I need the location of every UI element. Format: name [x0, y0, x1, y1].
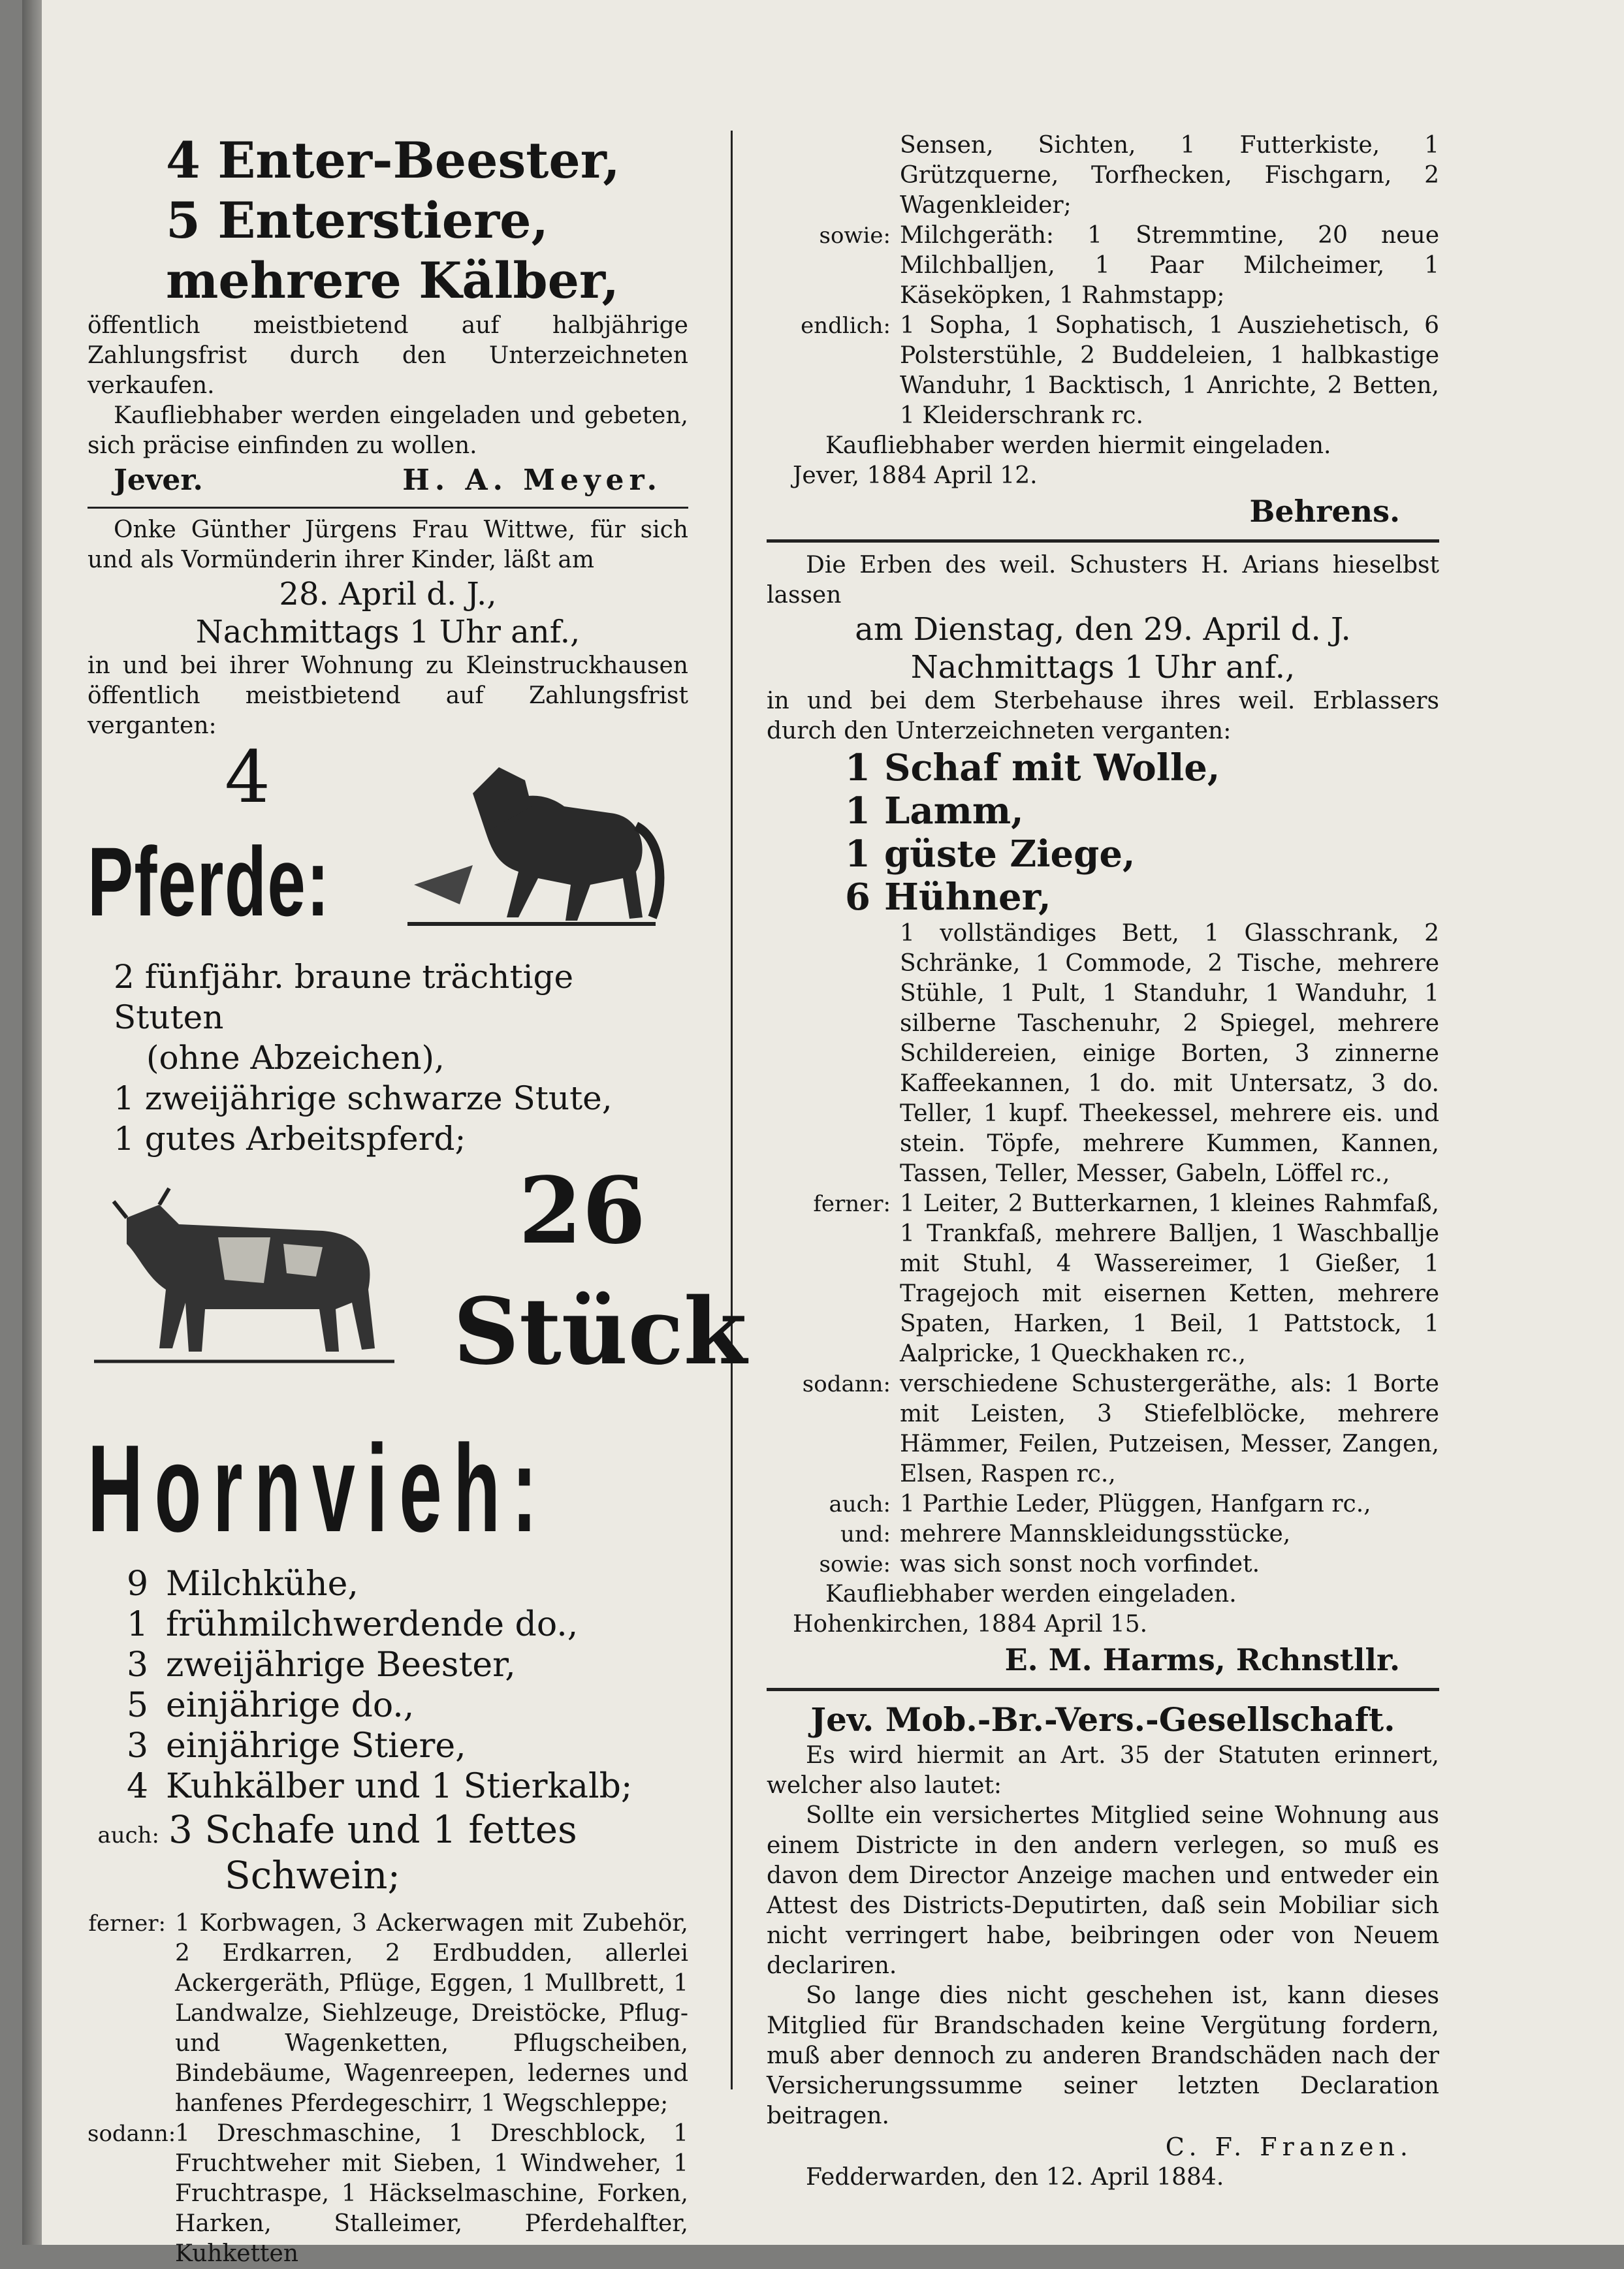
- ad1-date: Jever, 1884 April 12.: [793, 462, 1038, 489]
- right-column: [767, 131, 1439, 2193]
- cattle-item-text: einjährige do.,: [166, 1686, 415, 1725]
- cattle-item: [127, 1685, 688, 1726]
- animal-text: Schaf mit Wolle,: [884, 746, 1220, 789]
- cattle-item-count: 3: [127, 1726, 149, 1766]
- horses-title: Pferde:: [88, 827, 330, 936]
- cattle-block: [88, 1158, 747, 1420]
- horse-item: 1 zweijährige schwarze Stute,: [114, 1079, 613, 1117]
- animal-count: 1: [845, 833, 870, 876]
- animal-count: 1: [845, 789, 870, 833]
- animal-text: Hühner,: [884, 876, 1051, 919]
- left-column: [88, 131, 747, 2269]
- sowie2-text: was sich sonst noch vorfindet.: [900, 1551, 1260, 1578]
- ad1-invite: Kaufliebhaber werden hiermit eingeladen.: [825, 432, 1331, 459]
- ad1-sign-place: Jever.: [114, 464, 203, 497]
- cattle-item-text: einjährige Stiere,: [166, 1726, 466, 1766]
- ad3-paragraph-1: Es wird hiermit an Art. 35 der Statuten erinnert, welcher also lautet:: [767, 1742, 1439, 1799]
- ferner-entry: [88, 1909, 688, 2119]
- page-gutter: [22, 0, 42, 2245]
- cattle-count: 26: [518, 1158, 646, 1265]
- ad3-paragraph-2: Sollte ein versichertes Mitglied seine Wohnung aus einem Districte in den andern verlegen, so muß es davon dem Director Anzeige machen und entweder ein Attest des Districts-Deputirten, daß sein Mobiliar sich nicht verringert habe, beibringen oder von Neuem declariren.: [767, 1802, 1439, 1979]
- ad1-intro: öffentlich meistbietend auf halbjährige Zahlungsfrist durch den Unterzeichneten verkaufen.: [88, 312, 688, 399]
- sowie2-entry: [767, 1549, 1439, 1579]
- household-entry: [767, 919, 1439, 1189]
- sodann-entry: [767, 1369, 1439, 1489]
- ferner-label: ferner:: [813, 1191, 891, 1217]
- cattle-item: [127, 1604, 688, 1645]
- animal-item: [845, 876, 1439, 919]
- ad1-invite: Kaufliebhaber werden eingeladen und gebeten, sich präcise einfinden zu wollen.: [88, 402, 688, 459]
- ad2-date: am Dienstag, den 29. April d. J.: [855, 611, 1351, 648]
- empty-label: [767, 919, 900, 1189]
- ad2-date: 28. April d. J.,: [279, 576, 497, 612]
- cattle-item: [127, 1766, 688, 1807]
- endlich-entry: [767, 311, 1439, 431]
- divider: [767, 539, 1439, 543]
- household-text: 1 vollständiges Bett, 1 Glasschrank, 2 Schränke, 1 Commode, 2 Tische, mehrere Stühle, 1 Pult, 1 Standuhr, 1 Wanduhr, 1 silberne Taschenuhr, 2 Spiegel, mehrere Schildereien, einige Borten, 3 zinnerne Kaffeekannen, 1 do. mit Untersatz, 3 do. Teller, 1 kupf. Theekessel, mehrere eis. und stein. Töpfe, mehrere Kummen, Kannen, Tassen, Teller, Messer, Gabeln, Löffel rc.,: [900, 920, 1439, 1187]
- ferner-text: 1 Leiter, 2 Butterkarnen, 1 kleines Rahmfaß, 1 Trankfaß, mehrere Balljen, 1 Waschballje mit Stuhl, 4 Wassereimer, 1 Gießer, 1 Tragejoch mit eisernen Ketten, mehrere Spaten, Harken, 1 Beil, 1 Pattstock, 1 Aalpricke, 1 Queckhaken rc.,: [900, 1190, 1439, 1367]
- cattle-item-text: Kuhkälber und 1 Stierkalb;: [166, 1767, 633, 1806]
- ad2-intro: Die Erben des weil. Schusters H. Arians hieselbst lassen: [767, 552, 1439, 609]
- sodann-text: verschiedene Schustergeräthe, als: 1 Borte mit Leisten, 3 Stiefelblöcke, mehrere Hämmer, Feilen, Putzeisen, Messer, Zangen, Elsen, Raspen rc.,: [900, 1371, 1439, 1487]
- ad2-text: in und bei ihrer Wohnung zu Kleinstruckhausen öffentlich meistbietend auf Zahlungsfrist verganten:: [88, 652, 688, 739]
- animal-item: [845, 789, 1439, 833]
- continued-entry: [767, 131, 1439, 221]
- ad1-sign-name: H. A. Meyer.: [402, 464, 662, 497]
- ad1-signature: Behrens.: [1249, 494, 1400, 529]
- und-entry: [767, 1519, 1439, 1549]
- column-divider: [731, 131, 733, 2089]
- cattle-item: [127, 1645, 688, 1685]
- ad2-place-date: Hohenkirchen, 1884 April 15.: [793, 1611, 1148, 1638]
- sheep-pig-line: [88, 1807, 688, 1852]
- animal-count: 1: [845, 746, 870, 789]
- horse-item: 2 fünfjähr. braune trächtige Stuten: [114, 958, 574, 1036]
- sodann-text: 1 Dreschmaschine, 1 Dreschblock, 1 Fruchtweher mit Sieben, 1 Windweher, 1 Fruchtraspe, 1 Häckselmaschine, Forken, Harken, Stalleimer, Pferdehalfter, Kuhketten: [175, 2120, 688, 2267]
- sodann-label: sodann:: [802, 1371, 891, 1397]
- auch-text: 1 Parthie Leder, Plüggen, Hanfgarn rc.,: [900, 1491, 1371, 1517]
- pig-text: Schwein;: [225, 1853, 400, 1897]
- sheep-pig-text: 3 Schafe und 1 fettes: [168, 1807, 577, 1852]
- cattle-list: [88, 1564, 688, 1807]
- horse-item: (ohne Abzeichen),: [146, 1039, 445, 1077]
- und-label: und:: [840, 1521, 891, 1547]
- cattle-item-text: Milchkühe,: [166, 1564, 358, 1604]
- cattle-item-text: frühmilchwerdende do.,: [166, 1605, 579, 1644]
- ad2-invite: Kaufliebhaber werden eingeladen.: [825, 1581, 1237, 1608]
- sowie-text: Milchgeräth: 1 Stremmtine, 20 neue Milchballjen, 1 Paar Milcheimer, 1 Käseköpken, 1 Rahmstapp;: [900, 222, 1439, 309]
- cattle-item: [127, 1564, 688, 1604]
- endlich-text: 1 Sopha, 1 Sophatisch, 1 Ausziehetisch, 6 Polsterstühle, 2 Buddeleien, 1 halbkastige Wanduhr, 1 Backtisch, 1 Anrichte, 2 Betten, 1 Kleiderschrank rc.: [900, 312, 1439, 429]
- auch-label: auch:: [829, 1491, 891, 1517]
- heading-line-3: mehrere Kälber,: [166, 251, 619, 309]
- cattle-item-count: 3: [127, 1645, 149, 1685]
- animal-text: güste Ziege,: [884, 833, 1136, 876]
- animal-text: Lamm,: [884, 789, 1024, 833]
- heading-line-2: 5 Enterstiere,: [166, 191, 549, 249]
- ad2-time: Nachmittags 1 Uhr anf.,: [910, 649, 1296, 686]
- horse-illustration: [394, 754, 669, 950]
- heading-line-1: 4 Enter-Beester,: [166, 131, 620, 189]
- auction-heading: [88, 131, 688, 311]
- horse-item: 1 gutes Arbeitspferd;: [114, 1120, 466, 1158]
- ferner-text: 1 Korbwagen, 3 Ackerwagen mit Zubehör, 2 Erdkarren, 2 Erdbudden, allerlei Ackergeräth, Pflüge, Eggen, 1 Mullbrett, 1 Landwalze, Siehlzeuge, Dreistöcke, Pflug- und Wagenketten, Pflugscheiben, Bindebäume, Wagenreepen, ledernes und hanfenes Pferdegeschirr, 1 Wegschleppe;: [175, 1910, 688, 2117]
- animals-list: [767, 746, 1439, 919]
- animal-item: [845, 746, 1439, 789]
- cattle-item-count: 4: [127, 1767, 149, 1806]
- newspaper-page: [22, 0, 1624, 2267]
- cattle-item-count: 1: [127, 1605, 149, 1644]
- sowie2-label: sowie:: [819, 1551, 891, 1578]
- ad2-time: Nachmittags 1 Uhr anf.,: [195, 614, 581, 650]
- divider: [767, 1688, 1439, 1691]
- sowie-entry: [767, 221, 1439, 311]
- continued-text: Sensen, Sichten, 1 Futterkiste, 1 Grützquerne, Torfhecken, Fischgarn, 2 Wagenkleider;: [900, 132, 1439, 219]
- ad2-text: in und bei dem Sterbehause ihres weil. Erblassers durch den Unterzeichneten verganten:: [767, 688, 1439, 744]
- cattle-item-count: 5: [127, 1686, 149, 1725]
- endlich-label: endlich:: [801, 313, 891, 339]
- ad3-signature: C. F. Franzen.: [1165, 2133, 1413, 2161]
- cattle-title: Hornvieh:: [88, 1420, 549, 1558]
- sodann-label: sodann:: [88, 2121, 176, 2147]
- cattle-unit: Stück: [453, 1278, 747, 1386]
- ferner-label: ferner:: [88, 1911, 166, 1937]
- empty-label: [767, 131, 900, 221]
- ad3-paragraph-3: So lange dies nicht geschehen ist, kann dieses Mitglied für Brandschaden keine Vergütung fordern, muß aber dennoch zu anderen Brandschäden nach der Versicherungssumme seiner letzten Declaration beitragen.: [767, 1982, 1439, 2129]
- ad3-place-date: Fedderwarden, den 12. April 1884.: [806, 2164, 1224, 2191]
- animal-item: [845, 833, 1439, 876]
- ad1-signature: [88, 461, 688, 500]
- divider: [88, 507, 688, 509]
- horses-block: [88, 735, 688, 957]
- cow-illustration: [88, 1166, 401, 1381]
- horses-list: [88, 957, 688, 1159]
- cattle-item-count: 9: [127, 1564, 149, 1604]
- horses-count: 4: [225, 735, 270, 819]
- ad2-intro: Onke Günther Jürgens Frau Wittwe, für sich und als Vormünderin ihrer Kinder, läßt am: [88, 516, 688, 573]
- sodann-entry: [88, 2119, 688, 2269]
- cattle-item-text: zweijährige Beester,: [166, 1645, 516, 1685]
- ferner-entry: [767, 1189, 1439, 1369]
- cattle-item: [127, 1726, 688, 1766]
- sowie-label: sowie:: [819, 223, 891, 249]
- ad2-signature: E. M. Harms, Rchnstllr.: [1004, 1642, 1400, 1677]
- und-text: mehrere Mannskleidungsstücke,: [900, 1521, 1291, 1547]
- auch-label: auch:: [97, 1822, 159, 1849]
- animal-count: 6: [845, 876, 870, 919]
- auch-entry: [767, 1489, 1439, 1519]
- ad3-title: Jev. Mob.-Br.-Vers.-Gesellschaft.: [810, 1700, 1395, 1739]
